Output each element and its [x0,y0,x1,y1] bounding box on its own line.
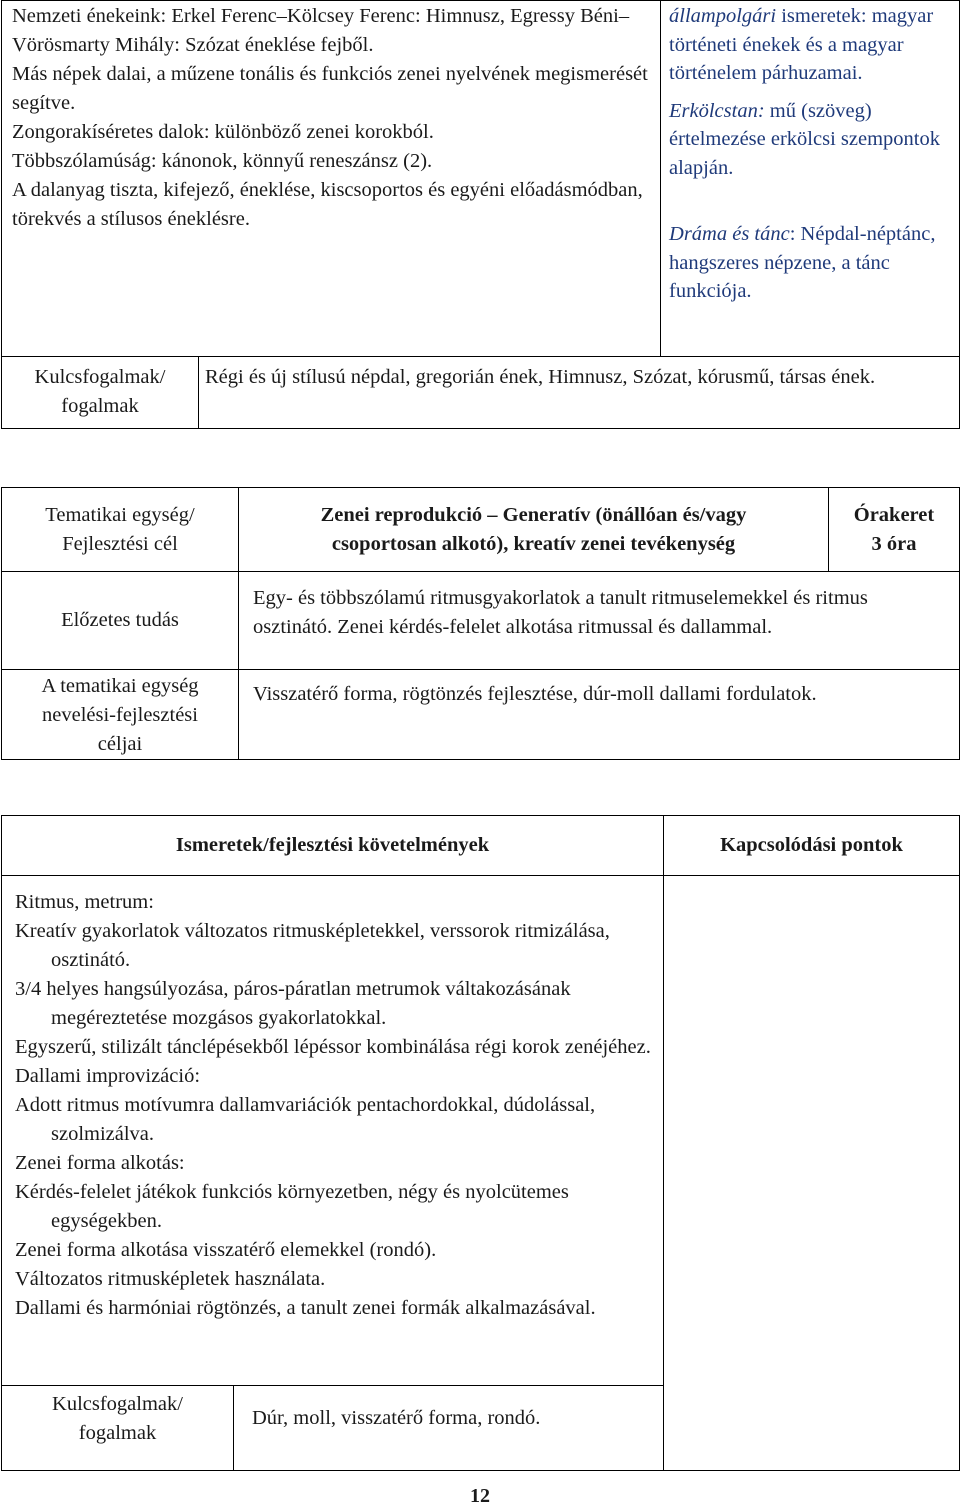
unit-label-line2: Fejlesztési cél [62,532,178,555]
keyterms2-label-line2: fogalmak [78,1422,157,1444]
goals-value: Visszatérő forma, rögtönzés fejlesztése, dúr-moll dallami fordulatok. [253,683,817,705]
keyterms-value-cell [199,357,960,429]
requirement-item: Adott ritmus motívumra dallamvariációk pentachordokkal, dúdolással, szolmizálva. [15,1094,596,1145]
content-line: Többszólamúság: kánonok, könnyű reneszánsz (2). [12,150,433,172]
page-number: 12 [470,1485,490,1507]
connections-cell [661,1,960,357]
goals-label-line2: nevelési-fejlesztési [42,704,198,726]
connection-drama: Dráma és tánc: Népdal-néptánc, hangszeres népzene, a tánc funkciója. [669,223,936,302]
requirement-heading: Zenei forma alkotás: [15,1152,185,1174]
keyterms-label-line2: fogalmak [61,395,139,417]
connections-body-cell [664,876,960,1471]
prior-knowledge-value: Egy- és többszólamú ritmusgyakorlatok a tanult ritmuselemekkel és ritmus osztinátó. Zenei kérdés-felelet alkotása ritmussal és dallammal. [253,587,868,638]
unit-table [1,487,960,760]
hours-value: 3 óra [871,532,917,555]
connection-civic: állampolgári ismeretek: magyar történeti énekek és a magyar történelem párhuzamai. [669,5,934,84]
keyterms2-value: Dúr, moll, visszatérő forma, rondó. [252,1407,541,1429]
unit-label-line1: Tematikai egység/ [45,503,195,526]
requirements-header-cell [2,816,664,876]
requirement-item: Kreatív gyakorlatok változatos ritmusképletekkel, verssorok ritmizálása, osztinátó. [15,920,610,971]
keyterms2-label-cell [2,1386,234,1471]
goals-label-line3: céljai [97,733,143,755]
content-cell-left [2,1,661,357]
goals-label-cell [2,670,239,760]
requirement-heading: Ritmus, metrum: [15,891,154,913]
prior-knowledge-label: Előzetes tudás [61,609,179,631]
content-lines [12,2,650,234]
connections-header-cell [664,816,960,876]
requirement-item: Kérdés-felelet játékok funkciós környezetben, négy és nyolcütemes egységekben. [15,1181,569,1232]
content-line: Más népek dalai, a műzene tonális és funkciós zenei nyelvének megismerését segítve. [12,63,648,114]
keyterms-label-cell [2,357,199,429]
requirements-table [1,815,960,1471]
content-line: Zongorakíséretes dalok: különböző zenei korokból. [12,121,434,143]
content-table-1 [1,0,960,429]
keyterms2-value-cell [234,1386,664,1471]
goals-value-cell [239,670,960,760]
requirements-lines [15,888,653,1323]
prior-knowledge-value-cell [239,572,960,670]
requirement-item: Változatos ritmusképletek használata. [15,1268,326,1290]
requirement-item: Egyszerű, stilizált tánclépésekből lépéssor kombinálása régi korok zenéjéhez. [15,1036,651,1058]
requirement-item: Dallami és harmóniai rögtönzés, a tanult zenei formák alkalmazásával. [15,1297,596,1319]
requirements-body-cell [2,876,664,1386]
connections-header: Kapcsolódási pontok [720,834,903,856]
hours-label: Órakeret [853,503,935,526]
requirement-item: 3/4 helyes hangsúlyozása, páros-páratlan metrumok váltakozásának megéreztetése mozgásos gyakorlatokkal. [15,978,571,1029]
keyterms2-label-line1: Kulcsfogalmak/ [52,1393,183,1415]
content-line: Nemzeti énekeink: Erkel Ferenc–Kölcsey Ferenc: Himnusz, Egressy Béni–Vörösmarty Mihály: Szózat éneklése fejből. [12,5,630,56]
unit-title-line1: Zenei reprodukció – Generatív (önállóan és/vagy [320,503,747,526]
content-line: A dalanyag tiszta, kifejező, éneklése, kiscsoportos és egyéni előadásmódban, törekvés a stílusos éneklésre. [12,179,643,230]
keyterms-label-line1: Kulcsfogalmak/ [34,366,166,388]
prior-knowledge-label-cell [2,572,239,670]
goals-label-line1: A tematikai egység [41,675,199,697]
unit-title-cell [239,488,829,572]
hours-cell [829,488,960,572]
keyterms-value: Régi és új stílusú népdal, gregorián ének, Himnusz, Szózat, kórusmű, társas ének. [205,366,876,388]
requirement-item: Zenei forma alkotása visszatérő elemekkel (rondó). [15,1239,437,1261]
requirement-heading: Dallami improvizáció: [15,1065,201,1087]
unit-label-cell [2,488,239,572]
connection-ethics: Erkölcstan: mű (szöveg) értelmezése erkölcsi szempontok alapján. [669,99,940,179]
unit-title-line2: csoportosan alkotó), kreatív zenei tevékenység [331,532,736,555]
requirements-header: Ismeretek/fejlesztési követelmények [175,834,490,856]
